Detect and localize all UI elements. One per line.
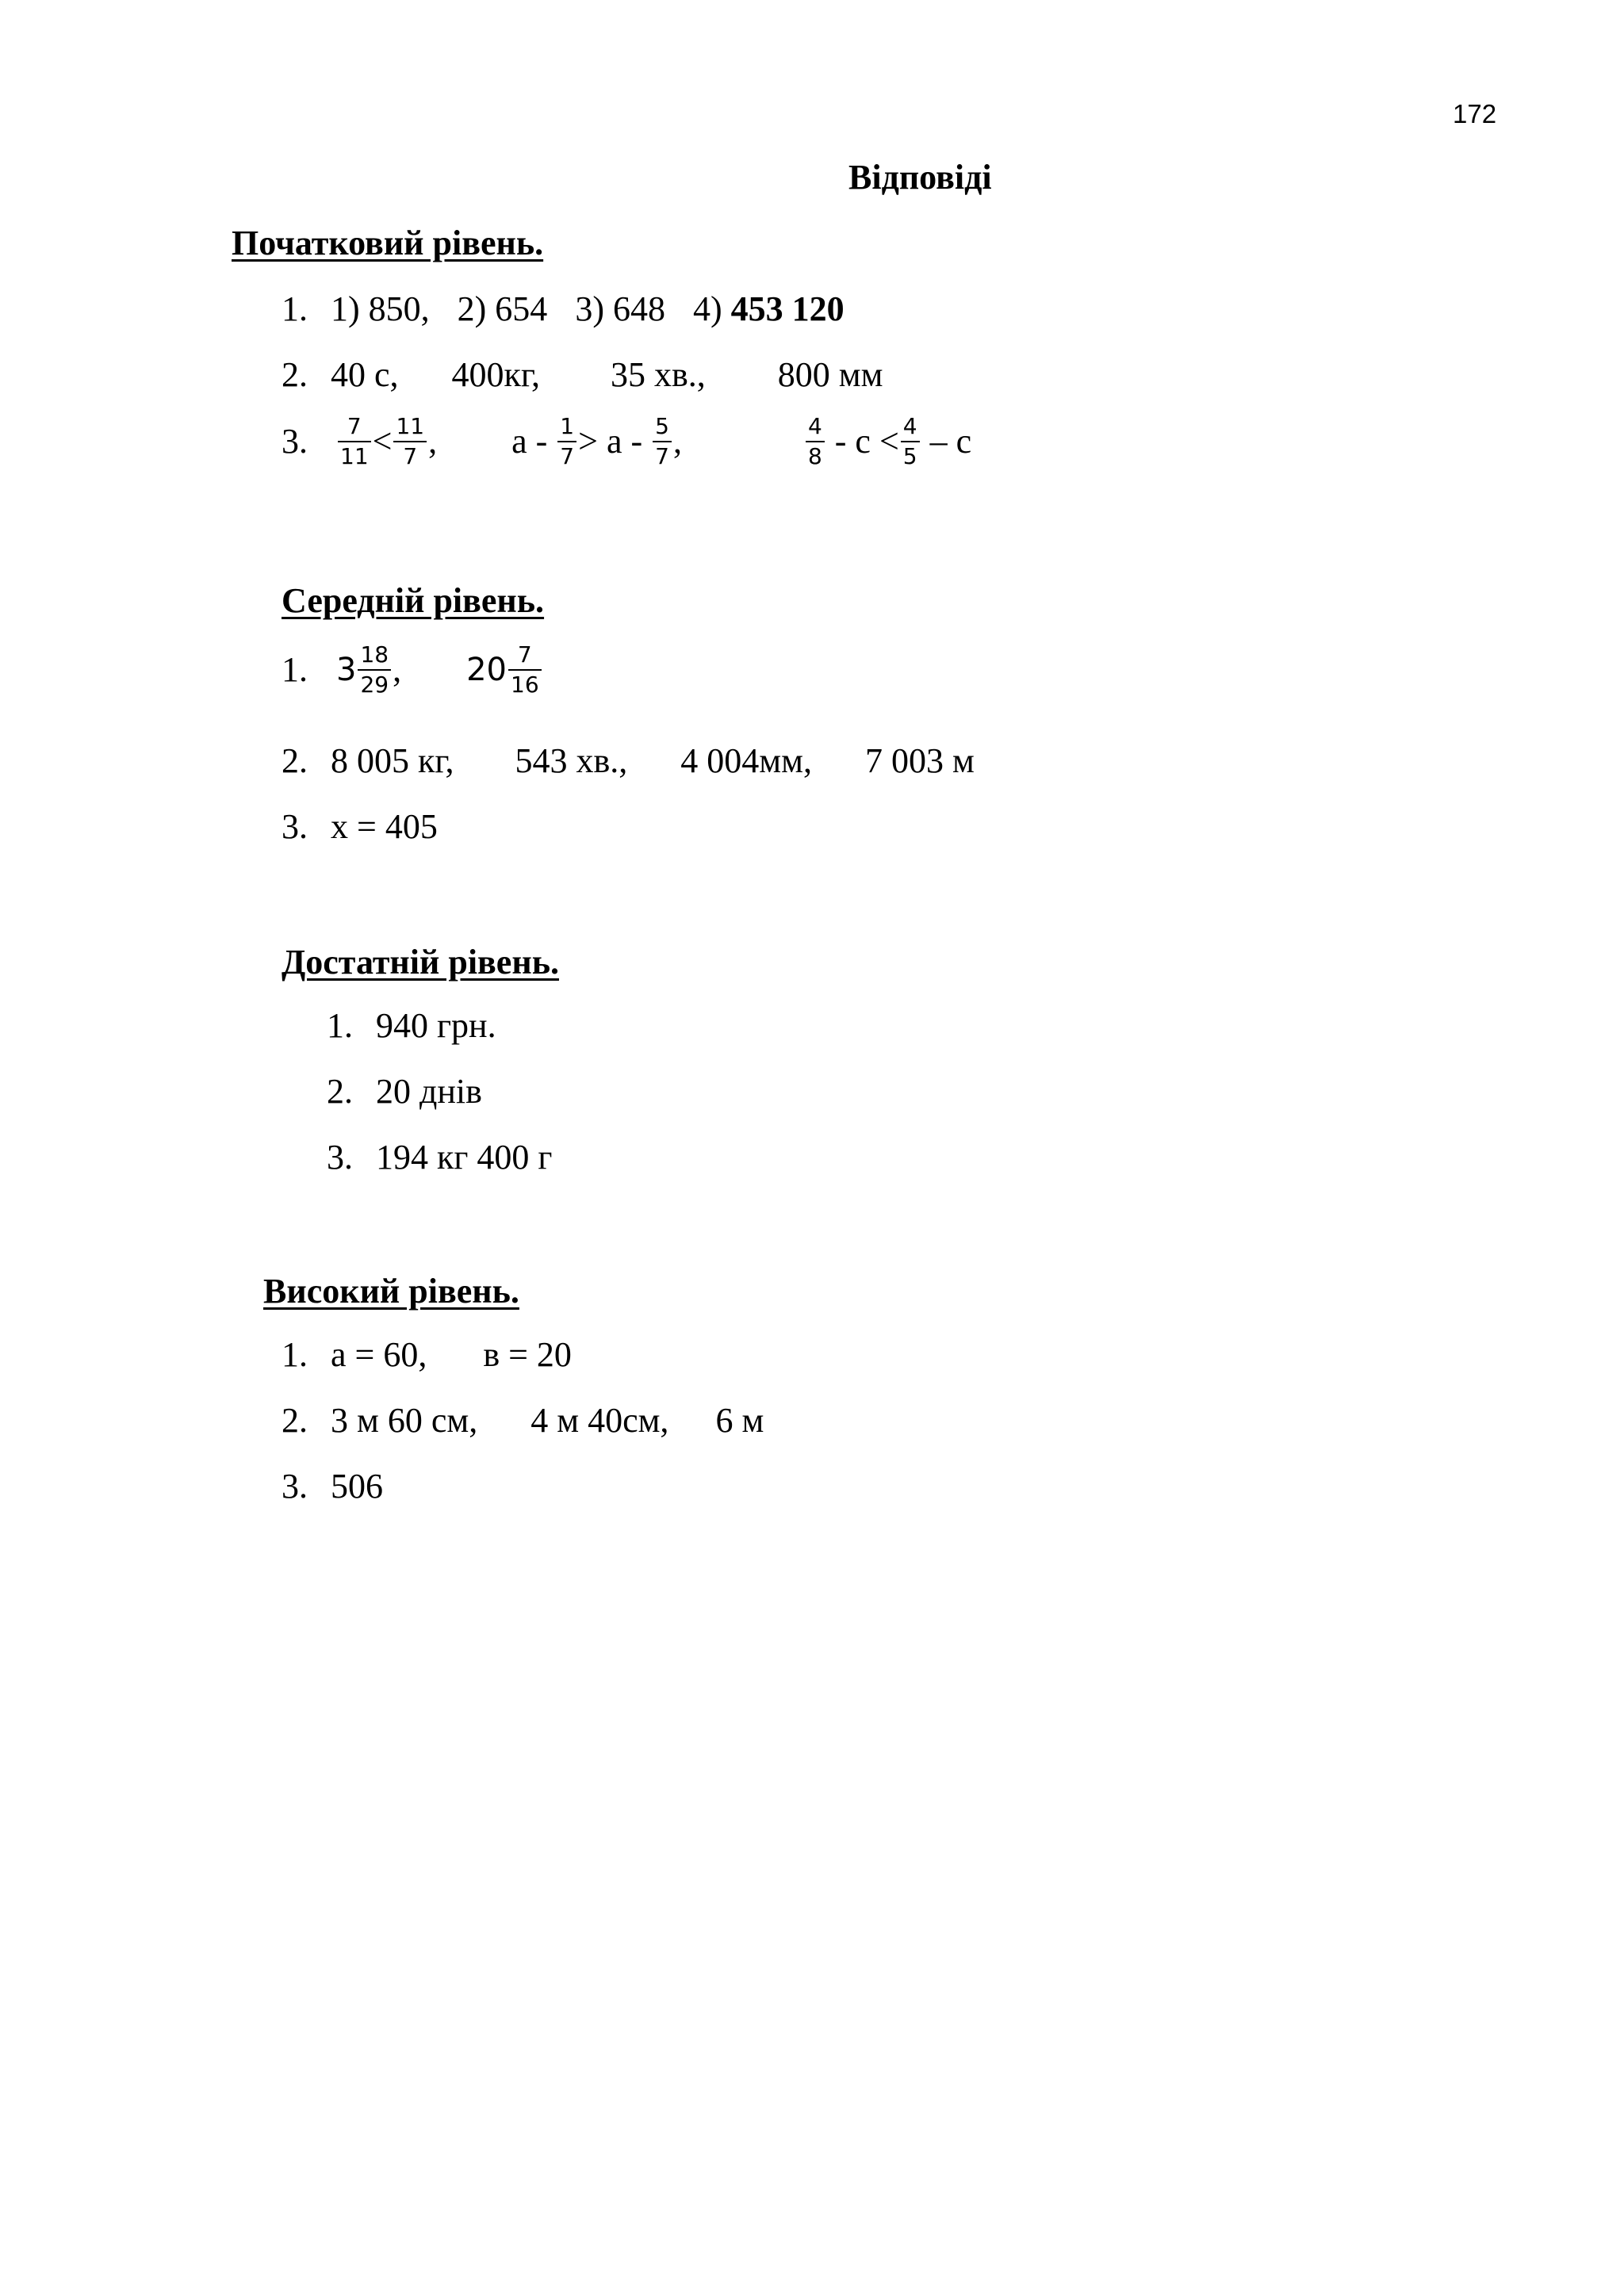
answer-part: 543 хв.,: [515, 741, 628, 780]
comma: ,: [393, 650, 402, 689]
answer-part: 3 м 60 см,: [331, 1401, 478, 1440]
heading-sufficient-level: Достатній рівень.: [282, 943, 559, 982]
answer-part: в = 20: [483, 1335, 572, 1374]
answer-part: 506: [331, 1467, 383, 1506]
item-number: 2.: [327, 1072, 353, 1111]
answer-part: а = 60,: [331, 1335, 427, 1374]
answer-part: х = 405: [331, 807, 438, 846]
comma: ,: [672, 422, 682, 461]
item-number: 2.: [282, 355, 308, 394]
fraction: $\frac{4}{5}$: [901, 415, 920, 468]
item-number: 1.: [282, 289, 308, 328]
answer-part: 7 003 м: [864, 741, 975, 780]
item-number: 3.: [282, 807, 308, 846]
answer-part: 3) 648: [575, 289, 665, 328]
heading-middle-level: Середній рівень.: [282, 581, 545, 620]
high-item-1: [282, 1337, 572, 1372]
item-number: 2.: [282, 741, 308, 780]
answer-bold: 453 120: [730, 289, 845, 328]
page-title: Відповіді: [848, 158, 992, 197]
initial-item-3: [282, 415, 971, 468]
list-item: [327, 1074, 482, 1109]
item-number: 1.: [327, 1006, 353, 1045]
high-item-2: [282, 1403, 764, 1438]
fraction: $\frac{11}{7}$: [393, 415, 427, 468]
expression-part: - с <: [834, 422, 899, 461]
heading-initial-level: Початковий рівень.: [232, 224, 544, 262]
fraction: $\frac{5}{7}$: [653, 415, 672, 468]
mixed-number-whole: 3: [336, 652, 357, 688]
item-number: 2.: [282, 1401, 308, 1440]
page-number: 172: [1453, 99, 1497, 128]
middle-item-2: [282, 741, 975, 780]
expression-part: а -: [511, 422, 548, 461]
initial-item-1: [282, 289, 845, 328]
list-item: [327, 1140, 552, 1175]
heading-high-level: Високий рівень.: [263, 1272, 519, 1311]
answer-part: 6 м: [715, 1401, 764, 1440]
fraction: $\frac{4}{8}$: [806, 415, 825, 468]
fraction: $\frac{7}{16}$: [508, 644, 542, 696]
item-number: 1.: [282, 650, 308, 689]
item-number: 1.: [282, 1335, 308, 1374]
fraction: $\frac{7}{11}$: [338, 415, 371, 468]
answer-part: 4): [692, 289, 722, 328]
answer-text: 940 грн.: [376, 1006, 496, 1045]
comparison-sign: <: [372, 422, 393, 461]
answer-part: 40 с,: [331, 355, 399, 394]
item-number: 3.: [282, 1467, 308, 1506]
initial-item-2: [282, 355, 883, 394]
middle-item-3: [282, 809, 438, 844]
item-number: 3.: [282, 422, 308, 461]
answer-part: 1) 850,: [331, 289, 430, 328]
answer-part: 8 005 кг,: [331, 741, 454, 780]
comma: ,: [428, 422, 438, 461]
answer-part: 800 мм: [777, 355, 883, 394]
answer-part: 35 хв.,: [611, 355, 706, 394]
answer-part: 4 м 40см,: [530, 1401, 669, 1440]
expression-part: – с: [929, 422, 972, 461]
answer-part: 2) 654: [457, 289, 548, 328]
answer-text: 194 кг 400 г: [376, 1138, 553, 1177]
answer-text: 20 днів: [376, 1072, 482, 1111]
answer-part: 400кг,: [451, 355, 540, 394]
list-item: [327, 1008, 496, 1043]
mixed-number-whole: 20: [466, 652, 507, 688]
answer-part: 4 004мм,: [680, 741, 812, 780]
item-number: 3.: [327, 1138, 353, 1177]
fraction: $\frac{1}{7}$: [557, 415, 576, 468]
fraction: $\frac{18}{29}$: [358, 644, 391, 696]
high-item-3: [282, 1469, 383, 1504]
middle-item-1: [282, 641, 543, 698]
expression-part: > а -: [578, 422, 643, 461]
